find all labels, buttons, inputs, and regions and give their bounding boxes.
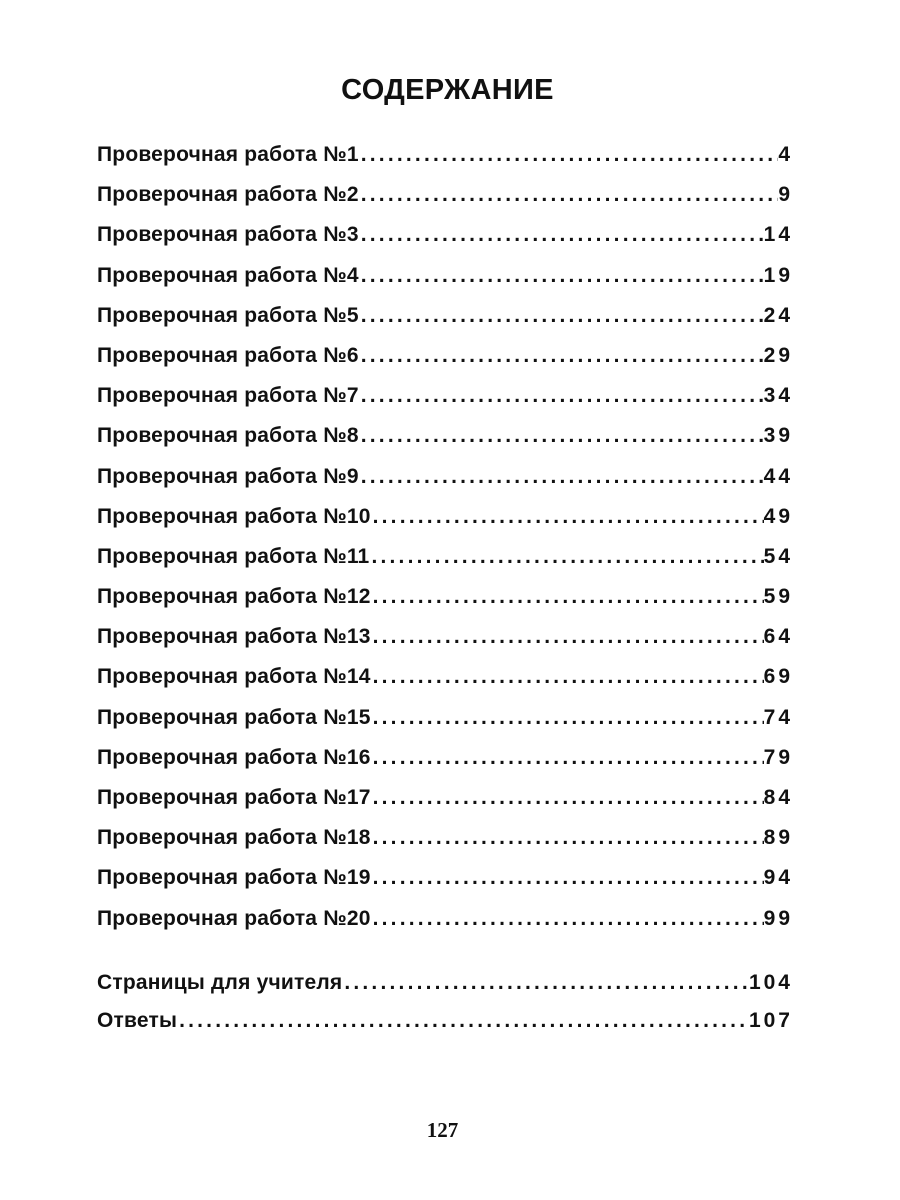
toc-leader-dots <box>371 826 764 850</box>
toc-entry[interactable] <box>97 585 793 625</box>
toc-leader-dots <box>371 786 764 810</box>
toc-entry-page: 54 <box>763 544 793 568</box>
toc-entry-label: Проверочная работа №17 <box>97 786 371 809</box>
toc-entry-label: Проверочная работа №3 <box>97 223 359 247</box>
toc-entry[interactable] <box>97 384 793 424</box>
toc-leader-dots <box>359 344 764 368</box>
toc-entry[interactable] <box>97 143 793 183</box>
toc-entry-page: 44 <box>763 464 793 488</box>
toc-entry-page: 39 <box>763 424 793 448</box>
toc-entry-page: 104 <box>748 970 793 994</box>
toc-leader-dots <box>371 907 764 931</box>
toc-entry-page: 34 <box>763 384 793 408</box>
toc-entry-page: 94 <box>763 866 793 890</box>
toc-entry-label: Проверочная работа №15 <box>97 705 371 729</box>
toc-leader-dots <box>371 665 764 689</box>
toc-entry[interactable] <box>97 223 793 263</box>
toc-entry-page: 29 <box>763 343 793 367</box>
toc-entry-page: 89 <box>763 826 793 850</box>
toc-leader-dots <box>359 143 779 167</box>
toc-leader-dots <box>359 223 764 247</box>
toc-entry-answers[interactable] <box>97 1009 793 1047</box>
toc-entry-label: Страницы для учителя <box>97 970 343 994</box>
toc-leader-dots <box>359 465 764 489</box>
toc-entry[interactable] <box>97 706 793 746</box>
toc-entry-label: Проверочная работа №14 <box>97 665 371 689</box>
toc-entry-page: 14 <box>763 223 793 247</box>
toc-leader-dots <box>371 866 764 890</box>
toc-leader-dots <box>359 384 764 408</box>
toc-entry[interactable] <box>97 465 793 505</box>
page-number: 127 <box>426 1118 459 1142</box>
toc-entry-label: Проверочная работа №16 <box>97 745 371 769</box>
toc-entry[interactable] <box>97 746 793 786</box>
toc-entry-page: 64 <box>763 625 793 649</box>
toc-entry[interactable] <box>97 264 793 304</box>
toc-entry-page: 49 <box>763 504 793 528</box>
toc-leader-dots <box>371 625 764 649</box>
toc-entry-label: Проверочная работа №19 <box>97 866 371 890</box>
toc-entry-page: 24 <box>763 303 793 327</box>
toc-entry[interactable] <box>97 344 793 384</box>
toc-entry[interactable] <box>97 786 793 826</box>
toc-entry-label: Проверочная работа №2 <box>97 183 359 207</box>
toc-leader-dots <box>359 264 764 288</box>
toc-entry[interactable] <box>97 866 793 906</box>
toc-entry[interactable] <box>97 826 793 866</box>
toc-leader-dots <box>359 304 764 328</box>
toc-entry-label: Проверочная работа №6 <box>97 343 359 367</box>
toc-entry[interactable] <box>97 545 793 585</box>
toc-entry-label: Проверочная работа №4 <box>97 263 359 287</box>
toc-entry[interactable] <box>97 907 793 947</box>
toc-entry-page: 107 <box>748 1008 793 1032</box>
toc-leader-dots <box>359 183 779 207</box>
toc-leader-dots <box>359 424 764 448</box>
toc-leader-dots <box>371 585 764 609</box>
toc-entry-label: Проверочная работа №9 <box>97 464 359 488</box>
toc-entry[interactable] <box>97 505 793 545</box>
toc-entry-page: 4 <box>778 143 793 166</box>
toc-entry[interactable] <box>97 183 793 223</box>
toc-leader-dots <box>177 1009 749 1033</box>
toc-entry-label: Проверочная работа №11 <box>97 544 370 568</box>
toc-entry-page: 79 <box>763 745 793 769</box>
toc-entry-page: 59 <box>763 585 793 609</box>
toc-entry[interactable] <box>97 424 793 464</box>
toc-entry-label: Проверочная работа №12 <box>97 585 371 609</box>
toc-entry-label: Проверочная работа №1 <box>97 143 359 166</box>
toc-leader-dots <box>371 505 764 529</box>
toc-entry-page: 9 <box>778 183 793 207</box>
toc-leader-dots <box>342 971 749 995</box>
toc-entry[interactable] <box>97 304 793 344</box>
toc-entry-label: Ответы <box>97 1008 178 1032</box>
toc-entry-page: 99 <box>763 906 793 930</box>
toc-entry-label: Проверочная работа №13 <box>97 625 371 649</box>
toc-leader-dots <box>371 706 764 730</box>
table-of-contents <box>97 143 793 1047</box>
toc-entry-label: Проверочная работа №20 <box>97 906 371 930</box>
toc-entry-page: 84 <box>763 786 793 809</box>
toc-leader-dots <box>371 746 764 770</box>
toc-entry-teacher-pages[interactable] <box>97 971 793 1009</box>
toc-entry-page: 19 <box>763 263 793 287</box>
toc-entry-label: Проверочная работа №7 <box>97 384 359 408</box>
toc-leader-dots <box>369 545 763 569</box>
toc-entry-page: 69 <box>763 665 793 689</box>
toc-entry[interactable] <box>97 625 793 665</box>
toc-entry-page: 74 <box>763 705 793 729</box>
toc-entry-label: Проверочная работа №5 <box>97 303 359 327</box>
toc-entry-label: Проверочная работа №8 <box>97 424 359 448</box>
toc-entry[interactable] <box>97 665 793 705</box>
toc-entry-label: Проверочная работа №18 <box>97 826 371 850</box>
toc-entry-label: Проверочная работа №10 <box>97 504 371 528</box>
page-title: СОДЕРЖАНИЕ <box>341 74 554 106</box>
